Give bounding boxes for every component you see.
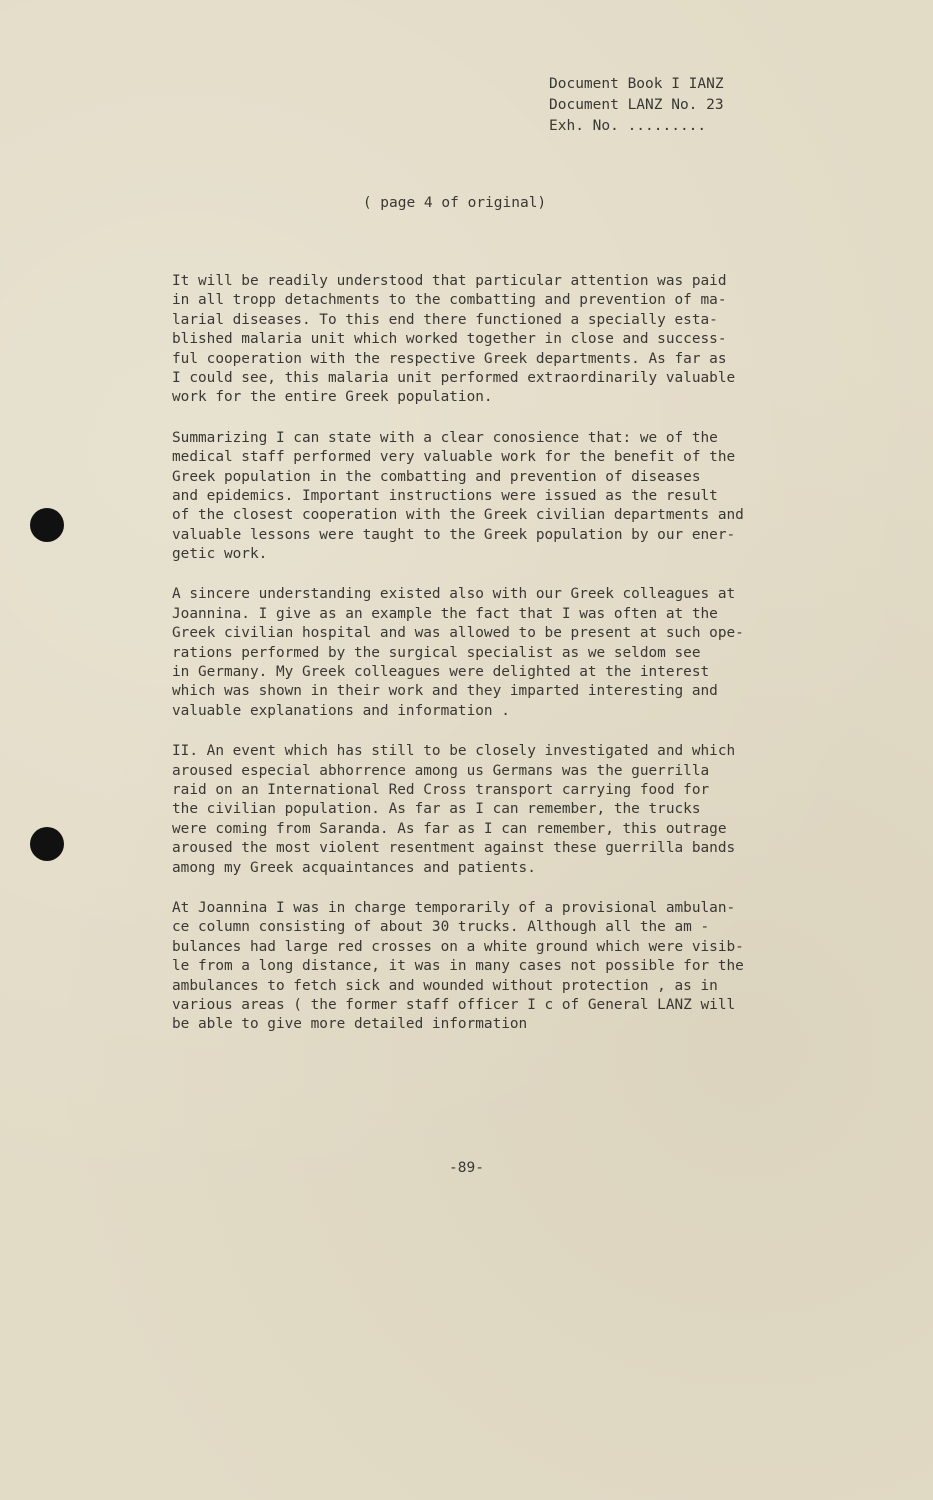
text-line: ce column consisting of about 30 trucks. Although all the am - — [172, 919, 710, 936]
paragraph-ambulance-column — [172, 899, 832, 1035]
document-header — [549, 74, 909, 137]
text-line: in all tropp detachments to the combatting and prevention of ma- — [172, 292, 727, 309]
text-line: work for the entire Greek population. — [172, 389, 493, 406]
text-line: which was shown in their work and they imparted interesting and — [172, 683, 718, 700]
text-line: the civilian population. As far as I can remember, the trucks — [172, 801, 701, 818]
paragraph-greek-colleagues — [172, 585, 832, 721]
text-line: raid on an International Red Cross transport carrying food for — [172, 781, 710, 798]
paragraph-red-cross-raid — [172, 742, 832, 878]
text-line: I could see, this malaria unit performed extraordinarily valuable — [172, 369, 736, 386]
text-line: medical staff performed very valuable work for the benefit of the — [172, 449, 736, 466]
punch-hole-icon — [30, 827, 64, 861]
header-document-book: Document Book I IANZ — [549, 76, 724, 92]
text-line: rations performed by the surgical specialist as we seldom see — [172, 644, 701, 661]
text-line: le from a long distance, it was in many cases not possible for the — [172, 958, 744, 975]
text-line: bulances had large red crosses on a white ground which were visib- — [172, 938, 744, 955]
page-number: -89- — [449, 1160, 484, 1176]
text-line: be able to give more detailed information — [172, 1016, 528, 1033]
text-line: among my Greek acquaintances and patients. — [172, 859, 536, 876]
text-line: aroused especial abhorrence among us Germans was the guerrilla — [172, 762, 710, 779]
text-line: blished malaria unit which worked together in close and success- — [172, 331, 727, 348]
text-line: of the closest cooperation with the Greek civilian departments and — [172, 507, 744, 524]
original-page-note — [0, 193, 933, 214]
text-line: At Joannina I was in charge temporarily of a provisional ambulan- — [172, 899, 736, 916]
text-line: were coming from Saranda. As far as I can remember, this outrage — [172, 820, 727, 837]
original-page-note-text: ( page 4 of original) — [362, 195, 547, 211]
text-line: valuable explanations and information . — [172, 702, 510, 719]
text-line: various areas ( the former staff officer I c of General LANZ will — [172, 996, 736, 1013]
text-line: larial diseases. To this end there functioned a specially esta- — [172, 311, 718, 328]
text-line: II. An event which has still to be closely investigated and which — [172, 743, 736, 760]
text-line: It will be readily understood that particular attention was paid — [172, 273, 727, 289]
text-line: and epidemics. Important instructions were issued as the result — [172, 487, 718, 504]
text-line: Joannina. I give as an example the fact that I was often at the — [172, 605, 718, 622]
text-line: A sincere understanding existed also with our Greek colleagues at — [172, 586, 736, 603]
paragraph-malaria — [172, 272, 832, 408]
punch-hole-icon — [30, 508, 64, 542]
text-line: ful cooperation with the respective Greek departments. As far as — [172, 350, 727, 367]
text-line: aroused the most violent resentment against these guerrilla bands — [172, 840, 736, 857]
text-line: ambulances to fetch sick and wounded without protection , as in — [172, 977, 718, 994]
header-exhibit-number: Exh. No. ......... — [549, 118, 707, 134]
document-body — [172, 272, 832, 1056]
header-document-number: Document LANZ No. 23 — [549, 97, 724, 113]
text-line: in Germany. My Greek colleagues were delighted at the interest — [172, 664, 710, 681]
text-line: Greek civilian hospital and was allowed to be present at such ope- — [172, 625, 744, 642]
text-line: Summarizing I can state with a clear conosience that: we of the — [172, 429, 718, 446]
paragraph-summary — [172, 429, 832, 565]
text-line: Greek population in the combatting and prevention of diseases — [172, 468, 701, 485]
text-line: getic work. — [172, 546, 268, 563]
text-line: valuable lessons were taught to the Greek population by our ener- — [172, 526, 736, 543]
